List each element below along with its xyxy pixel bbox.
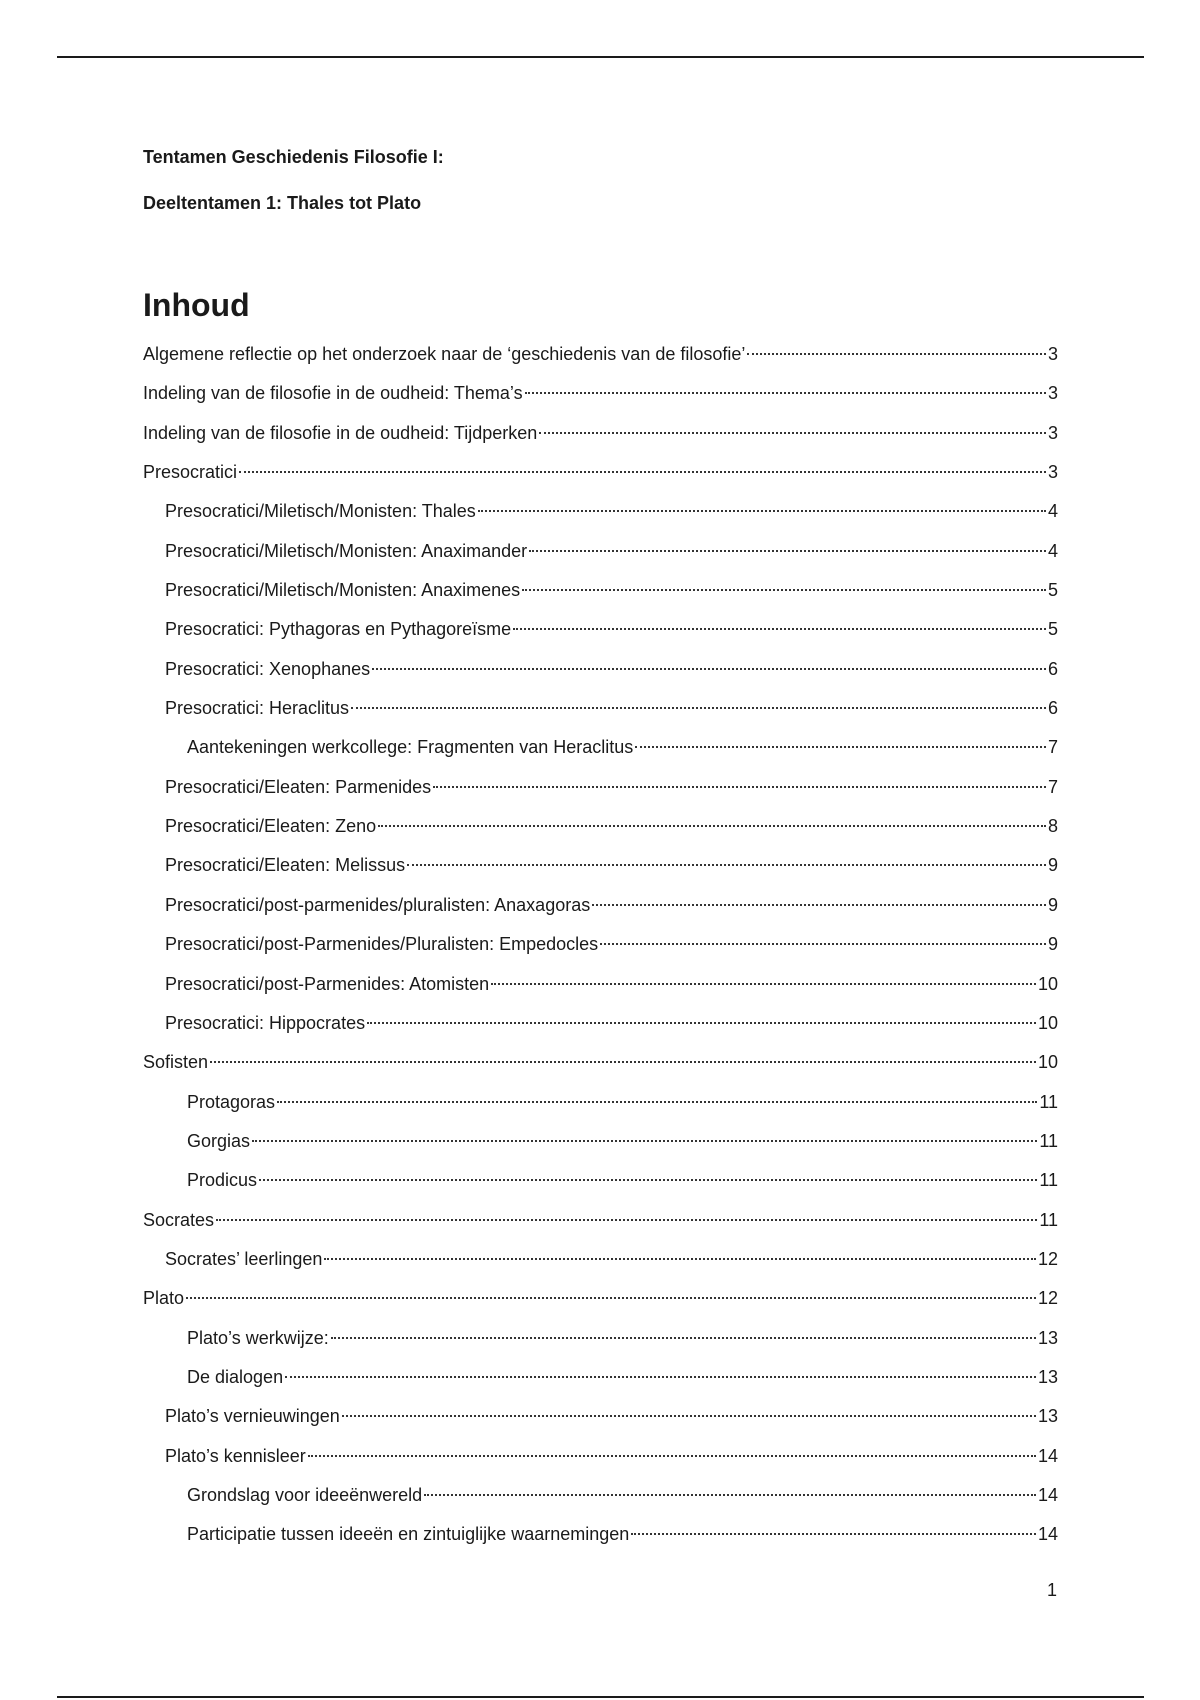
toc-entry[interactable] (143, 965, 1058, 1004)
toc-dot-leader (600, 943, 1046, 945)
toc-entry-page: 11 (1039, 1209, 1058, 1230)
document-subtitle: Deeltentamen 1: Thales tot Plato (143, 193, 422, 213)
page-number: 1 (1046, 1580, 1057, 1600)
toc-dot-leader (259, 1179, 1037, 1181)
toc-entry-title: Socrates (143, 1209, 215, 1230)
toc-entry-page: 5 (1047, 619, 1058, 640)
toc-dot-leader (210, 1061, 1036, 1063)
toc-entry-title: Algemene reflectie op het onderzoek naar de ‘geschiedenis van de filosofie’ (143, 344, 746, 364)
toc-entry-title: Presocratici/Eleaten: Zeno (165, 816, 377, 837)
toc-entry-title: Plato (143, 1288, 185, 1309)
toc-entry-title: Presocratici/post-parmenides/pluralisten: Anaxagoras (165, 894, 591, 915)
toc-dot-leader (491, 983, 1036, 985)
toc-entry-title: Socrates’ leerlingen (165, 1248, 323, 1269)
toc-entry-page: 10 (1037, 1052, 1058, 1073)
toc-entry[interactable] (143, 374, 1058, 413)
toc-entry[interactable] (143, 925, 1058, 964)
toc-dot-leader (239, 471, 1046, 473)
toc-entry-page: 10 (1037, 973, 1058, 994)
toc-entry-title: Presocratici/Eleaten: Parmenides (165, 776, 432, 797)
toc-dot-leader (351, 707, 1046, 709)
toc-entry-title: Indeling van de filosofie in de oudheid: Thema’s (143, 383, 523, 404)
toc-dot-leader (308, 1455, 1036, 1457)
toc-entry[interactable] (143, 689, 1058, 728)
toc-dot-leader (478, 510, 1046, 512)
toc-entry[interactable] (143, 1437, 1058, 1476)
toc-entry-page: 6 (1047, 658, 1058, 679)
toc-entry-page: 6 (1047, 698, 1058, 719)
toc-dot-leader (525, 392, 1046, 394)
toc-entry-title: Aantekeningen werkcollege: Fragmenten van Heraclitus (187, 737, 634, 758)
toc-entry-title: De dialogen (187, 1366, 284, 1387)
header-rule (57, 56, 1144, 58)
toc-entry-page: 3 (1047, 344, 1058, 364)
toc-dot-leader (539, 432, 1046, 434)
toc-entry[interactable] (143, 728, 1058, 767)
toc-entry-title: Presocratici/Eleaten: Melissus (165, 855, 406, 876)
toc-entry[interactable] (143, 1358, 1058, 1397)
toc-entry-page: 8 (1047, 816, 1058, 837)
toc-entry-page: 7 (1047, 776, 1058, 797)
toc-entry-page: 11 (1039, 1130, 1058, 1151)
toc-entry[interactable] (143, 1083, 1058, 1122)
toc-entry-page: 7 (1047, 737, 1058, 758)
toc-entry-page: 4 (1047, 540, 1058, 561)
toc-entry[interactable] (143, 1043, 1058, 1082)
toc-dot-leader (342, 1415, 1036, 1417)
toc-dot-leader (592, 904, 1046, 906)
toc-entry-page: 3 (1047, 422, 1058, 443)
table-of-contents (143, 335, 1058, 1555)
toc-entry[interactable] (143, 1515, 1058, 1554)
toc-entry-page: 3 (1047, 462, 1058, 483)
toc-dot-leader (433, 786, 1046, 788)
toc-entry-page: 13 (1037, 1327, 1058, 1348)
toc-entry-title: Plato’s vernieuwingen (165, 1406, 340, 1427)
toc-entry-title: Presocratici: Hippocrates (165, 1012, 366, 1033)
toc-entry[interactable] (143, 414, 1058, 453)
toc-dot-leader (285, 1376, 1036, 1378)
document-title: Tentamen Geschiedenis Filosofie I: (143, 147, 444, 167)
toc-entry[interactable] (143, 610, 1058, 649)
toc-entry[interactable] (143, 1279, 1058, 1318)
toc-entry-title: Presocratici: Xenophanes (165, 658, 371, 679)
toc-entry[interactable] (143, 807, 1058, 846)
toc-dot-leader (513, 628, 1046, 630)
toc-dot-leader (522, 589, 1046, 591)
toc-entry[interactable] (143, 1476, 1058, 1515)
toc-dot-leader (631, 1533, 1036, 1535)
toc-dot-leader (407, 864, 1046, 866)
toc-entry-page: 13 (1037, 1406, 1058, 1427)
toc-entry-page: 3 (1047, 383, 1058, 404)
toc-entry-title: Presocratici/post-Parmenides/Pluralisten: Empedocles (165, 934, 599, 955)
toc-dot-leader (747, 353, 1046, 355)
toc-entry-page: 14 (1037, 1484, 1058, 1505)
toc-dot-leader (635, 746, 1046, 748)
toc-entry-title: Prodicus (187, 1170, 258, 1191)
toc-entry-title: Plato’s werkwijze: (187, 1327, 329, 1348)
toc-dot-leader (252, 1140, 1037, 1142)
toc-entry-title: Presocratici/post-Parmenides: Atomisten (165, 973, 490, 994)
toc-dot-leader (324, 1258, 1036, 1260)
toc-dot-leader (372, 668, 1046, 670)
toc-entry[interactable] (143, 1201, 1058, 1240)
toc-entry[interactable] (143, 492, 1058, 531)
toc-entry[interactable] (143, 768, 1058, 807)
toc-entry[interactable] (143, 453, 1058, 492)
toc-heading: Inhoud (143, 287, 250, 323)
toc-dot-leader (367, 1022, 1036, 1024)
toc-entry-title: Presocratici/Miletisch/Monisten: Anaximander (165, 540, 528, 561)
toc-dot-leader (378, 825, 1046, 827)
toc-entry-page: 11 (1039, 1091, 1058, 1112)
toc-entry-title: Grondslag voor ideeënwereld (187, 1484, 423, 1505)
toc-entry[interactable] (143, 1240, 1058, 1279)
toc-entry-title: Presocratici/Miletisch/Monisten: Thales (165, 501, 476, 522)
toc-entry-page: 12 (1037, 1248, 1058, 1269)
toc-entry-title: Presocratici/Miletisch/Monisten: Anaximenes (165, 580, 521, 601)
toc-entry[interactable] (143, 846, 1058, 885)
toc-entry-title: Indeling van de filosofie in de oudheid: Tijdperken (143, 422, 538, 443)
toc-entry-title: Protagoras (187, 1091, 276, 1112)
toc-entry-page: 4 (1047, 501, 1058, 522)
toc-entry-title: Presocratici (143, 462, 238, 483)
toc-entry-page: 14 (1037, 1445, 1058, 1466)
toc-entry-page: 13 (1037, 1366, 1058, 1387)
toc-entry[interactable] (143, 1397, 1058, 1436)
toc-entry-page: 9 (1047, 894, 1058, 915)
toc-entry[interactable] (143, 1161, 1058, 1200)
toc-entry-page: 9 (1047, 855, 1058, 876)
toc-entry-page: 14 (1037, 1524, 1058, 1545)
toc-entry[interactable] (143, 886, 1058, 925)
footer-rule (57, 1696, 1144, 1698)
toc-entry-title: Participatie tussen ideeën en zintuiglijke waarnemingen (187, 1524, 630, 1545)
toc-dot-leader (277, 1101, 1037, 1103)
toc-entry[interactable] (143, 1122, 1058, 1161)
toc-dot-leader (424, 1494, 1036, 1496)
toc-dot-leader (186, 1297, 1036, 1299)
toc-entry[interactable] (143, 650, 1058, 689)
toc-entry-title: Presocratici: Heraclitus (165, 698, 350, 719)
toc-entry-title: Plato’s kennisleer (165, 1445, 306, 1466)
toc-dot-leader (331, 1337, 1036, 1339)
toc-entry-page: 10 (1037, 1012, 1058, 1033)
toc-entry-title: Gorgias (187, 1130, 251, 1151)
toc-entry-title: Presocratici: Pythagoras en Pythagoreïsme (165, 619, 512, 640)
toc-dot-leader (529, 550, 1046, 552)
toc-entry[interactable] (143, 532, 1058, 571)
toc-entry-title: Sofisten (143, 1052, 209, 1073)
toc-entry[interactable] (143, 571, 1058, 610)
toc-dot-leader (216, 1219, 1037, 1221)
toc-entry-page: 11 (1039, 1170, 1058, 1191)
toc-entry-page: 9 (1047, 934, 1058, 955)
toc-entry[interactable] (143, 335, 1058, 374)
toc-entry-page: 12 (1037, 1288, 1058, 1309)
toc-entry[interactable] (143, 1004, 1058, 1043)
toc-entry[interactable] (143, 1319, 1058, 1358)
toc-entry-page: 5 (1047, 580, 1058, 601)
